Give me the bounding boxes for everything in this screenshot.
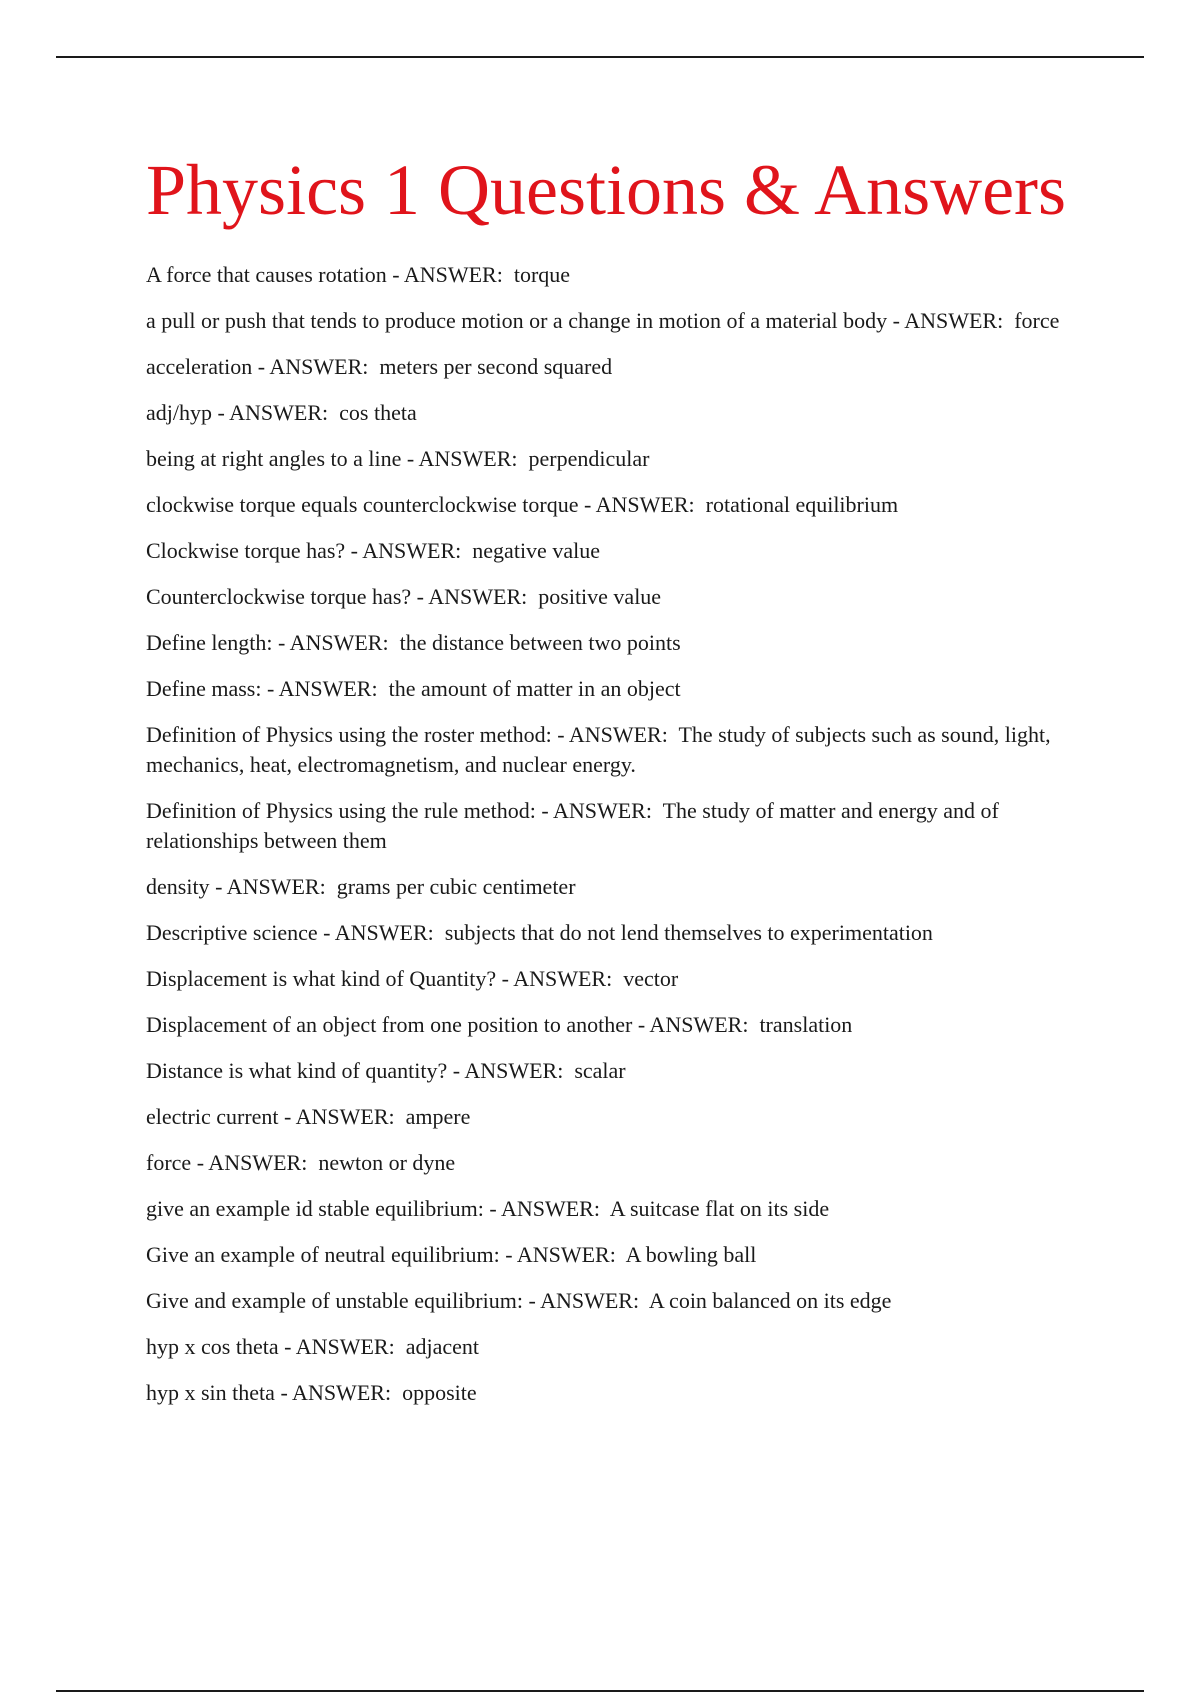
qa-answer: A coin balanced on its edge — [648, 1288, 892, 1313]
qa-item — [146, 872, 1094, 902]
answer-separator: - ANSWER: — [386, 262, 514, 287]
qa-item — [146, 1286, 1094, 1316]
qa-answer: positive value — [538, 584, 662, 609]
qa-question: Counterclockwise torque has? — [146, 584, 412, 609]
qa-answer: The study of subjects such as sound, light, mechanics, heat, electromagnetism, and nuclear energy. — [146, 722, 1051, 777]
qa-item — [146, 1332, 1094, 1362]
answer-separator: - ANSWER: — [317, 920, 445, 945]
answer-separator: - ANSWER: — [411, 584, 539, 609]
qa-answer: subjects that do not lend themselves to experimentation — [444, 920, 933, 945]
qa-item — [146, 490, 1094, 520]
answer-separator: - ANSWER: — [578, 492, 706, 517]
qa-question: Distance is what kind of quantity? — [146, 1058, 448, 1083]
answer-separator: - ANSWER: — [535, 798, 663, 823]
qa-item — [146, 918, 1094, 948]
qa-answer: force — [1014, 308, 1060, 333]
answer-separator: - ANSWER: — [499, 1242, 626, 1267]
qa-question: being at right angles to a line — [146, 446, 402, 471]
qa-question: hyp x cos theta — [146, 1334, 279, 1359]
answer-separator: - ANSWER: — [209, 874, 337, 899]
qa-item — [146, 444, 1094, 474]
answer-separator: - ANSWER: — [551, 722, 679, 747]
qa-question: Define mass: — [146, 676, 262, 701]
answer-separator: - ANSWER: — [483, 1196, 610, 1221]
qa-item — [146, 1010, 1094, 1040]
qa-question: A force that causes rotation — [146, 262, 387, 287]
qa-question: a pull or push that tends to produce motion or a change in motion of a material body — [146, 308, 888, 333]
qa-question: Displacement is what kind of Quantity? — [146, 966, 497, 991]
qa-answer: vector — [623, 966, 679, 991]
qa-question: give an example id stable equilibrium: — [146, 1196, 484, 1221]
qa-item — [146, 1056, 1094, 1086]
qa-item — [146, 720, 1094, 780]
document-page — [146, 140, 1094, 1424]
answer-separator: - ANSWER: — [401, 446, 529, 471]
qa-item — [146, 796, 1094, 856]
qa-answer: opposite — [402, 1380, 477, 1405]
qa-question: clockwise torque equals counterclockwise torque — [146, 492, 579, 517]
qa-answer: grams per cubic centimeter — [336, 874, 576, 899]
qa-item — [146, 1148, 1094, 1178]
qa-item — [146, 1194, 1094, 1224]
qa-answer: ampere — [405, 1104, 471, 1129]
answer-separator: - ANSWER: — [632, 1012, 760, 1037]
qa-answer: translation — [759, 1012, 853, 1037]
answer-separator: - ANSWER: — [496, 966, 624, 991]
qa-answer: The study of matter and energy and of relationships between them — [146, 798, 999, 853]
qa-question: Define length: — [146, 630, 273, 655]
answer-separator: - ANSWER: — [345, 538, 473, 563]
qa-item — [146, 1102, 1094, 1132]
qa-item — [146, 306, 1094, 336]
qa-question: electric current — [146, 1104, 279, 1129]
qa-answer: meters per second squared — [379, 354, 613, 379]
answer-separator: - ANSWER: — [278, 1104, 406, 1129]
qa-answer: the distance between two points — [399, 630, 681, 655]
qa-answer: adjacent — [405, 1334, 480, 1359]
answer-separator: - ANSWER: — [522, 1288, 649, 1313]
qa-item — [146, 964, 1094, 994]
qa-answer: scalar — [574, 1058, 626, 1083]
qa-item — [146, 1240, 1094, 1270]
answer-separator: - ANSWER: — [261, 676, 389, 701]
document-title: Physics 1 Questions & Answers — [146, 150, 1067, 230]
answer-separator: - ANSWER: — [272, 630, 400, 655]
qa-item — [146, 536, 1094, 566]
qa-item — [146, 260, 1094, 290]
qa-question: hyp x sin theta — [146, 1380, 275, 1405]
qa-question: Displacement of an object from one position to another — [146, 1012, 633, 1037]
qa-answer: cos theta — [339, 400, 417, 425]
qa-answer: A suitcase flat on its side — [609, 1196, 830, 1221]
qa-question: Definition of Physics using the rule method: — [146, 798, 536, 823]
qa-question: Give and example of unstable equilibrium: — [146, 1288, 523, 1313]
answer-separator: - ANSWER: — [191, 1150, 319, 1175]
qa-answer: negative value — [472, 538, 600, 563]
qa-item — [146, 398, 1094, 428]
qa-item — [146, 582, 1094, 612]
qa-question: force — [146, 1150, 192, 1175]
qa-item — [146, 352, 1094, 382]
qa-question: Descriptive science — [146, 920, 318, 945]
qa-answer: perpendicular — [528, 446, 650, 471]
answer-separator: - ANSWER: — [212, 400, 340, 425]
qa-item — [146, 628, 1094, 658]
answer-separator: - ANSWER: — [278, 1334, 406, 1359]
qa-question: density — [146, 874, 210, 899]
qa-answer: newton or dyne — [318, 1150, 456, 1175]
qa-answer: the amount of matter in an object — [388, 676, 681, 701]
qa-question: adj/hyp — [146, 400, 212, 425]
qa-question: acceleration — [146, 354, 253, 379]
qa-answer: rotational equilibrium — [705, 492, 899, 517]
top-rule — [56, 56, 1144, 58]
qa-item — [146, 674, 1094, 704]
qa-item — [146, 1378, 1094, 1408]
answer-separator: - ANSWER: — [252, 354, 380, 379]
answer-separator: - ANSWER: — [447, 1058, 575, 1083]
answer-separator: - ANSWER: — [887, 308, 1015, 333]
qa-question: Give an example of neutral equilibrium: — [146, 1242, 500, 1267]
qa-question: Clockwise torque has? — [146, 538, 346, 563]
qa-question: Definition of Physics using the roster method: — [146, 722, 552, 747]
answer-separator: - ANSWER: — [274, 1380, 403, 1405]
bottom-rule — [56, 1690, 1144, 1692]
qa-answer: torque — [513, 262, 571, 287]
qa-list — [146, 260, 1094, 1408]
qa-answer: A bowling ball — [625, 1242, 757, 1267]
